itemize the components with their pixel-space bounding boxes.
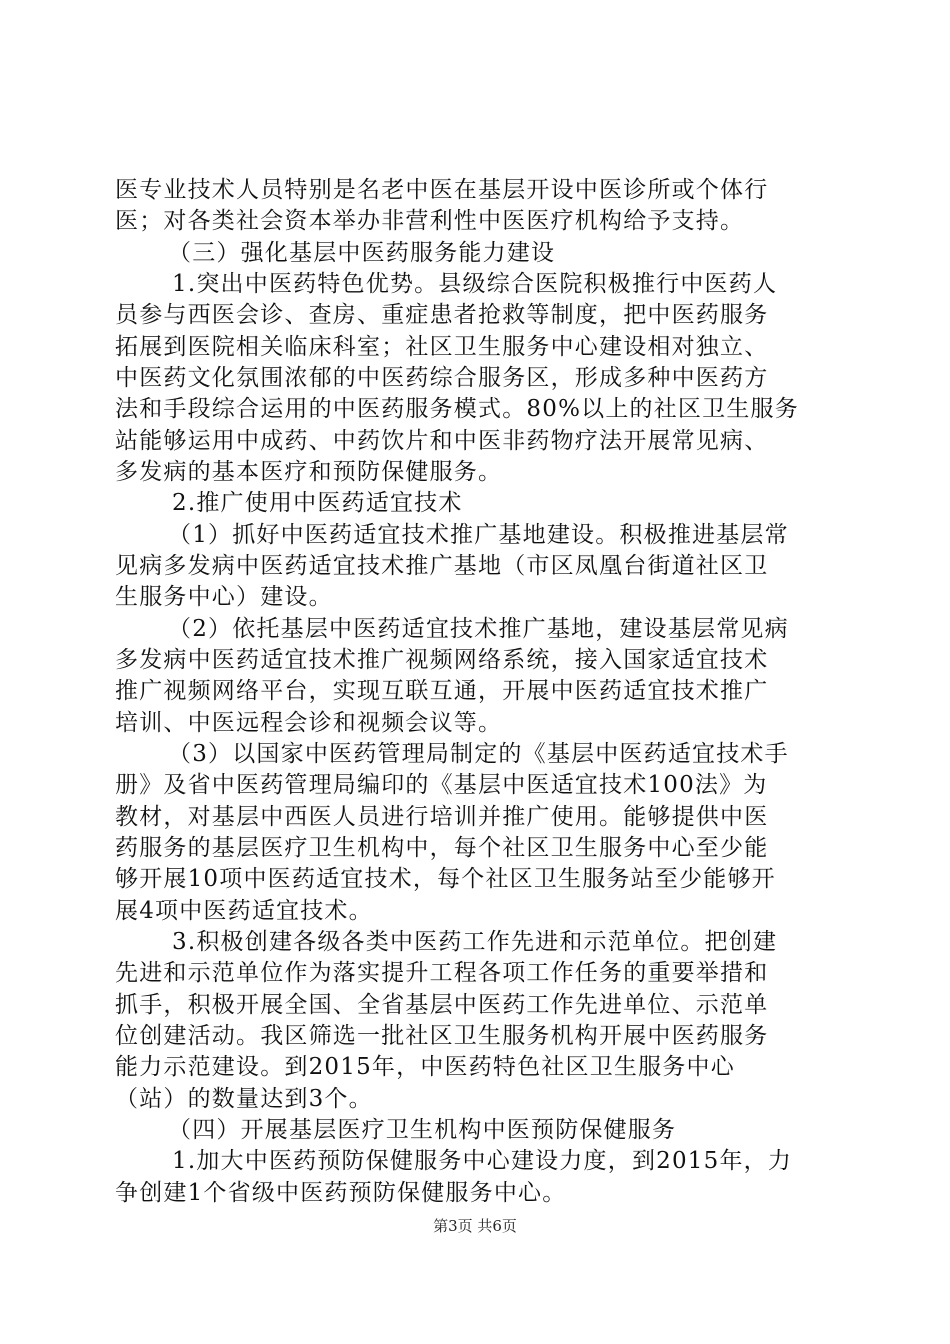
text-line: 医专业技术人员特别是名老中医在基层开设中医诊所或个体行 xyxy=(115,177,769,203)
text-line: 够开展10项中医药适宜技术，每个社区卫生服务站至少能够开 xyxy=(115,866,776,892)
text-line: 先进和示范单位作为落实提升工程各项工作任务的重要举措和 xyxy=(115,960,769,986)
text-line: （3）以国家中医药管理局制定的《基层中医药适宜技术手 xyxy=(168,741,789,767)
subsection-heading: 2.推广使用中医药适宜技术 xyxy=(172,490,463,516)
text-line: 培训、中医远程会诊和视频会议等。 xyxy=(115,710,503,736)
text-line: 见病多发病中医药适宜技术推广基地（市区凤凰台街道社区卫 xyxy=(115,553,769,579)
text-line: 站能够运用中成药、中药饮片和中医非药物疗法开展常见病、 xyxy=(115,428,769,454)
text-line: 抓手，积极开展全国、全省基层中医药工作先进单位、示范单 xyxy=(115,992,769,1018)
text-line: 教材，对基层中西医人员进行培训并推广使用。能够提供中医 xyxy=(115,804,769,830)
text-line: 1.加大中医药预防保健服务中心建设力度，到2015年，力 xyxy=(172,1148,793,1174)
text-line: 推广视频网络平台，实现互联互通，开展中医药适宜技术推广 xyxy=(115,678,769,704)
text-line: 多发病的基本医疗和预防保健服务。 xyxy=(115,459,503,485)
section-heading: （三）强化基层中医药服务能力建设 xyxy=(168,240,556,266)
text-line: 法和手段综合运用的中医药服务模式。80%以上的社区卫生服务 xyxy=(115,396,799,422)
text-line: （站）的数量达到3个。 xyxy=(115,1086,373,1112)
text-line: 生服务中心）建设。 xyxy=(115,584,333,610)
text-line: 能力示范建设。到2015年，中医药特色社区卫生服务中心 xyxy=(115,1054,735,1080)
text-line: 位创建活动。我区筛选一批社区卫生服务机构开展中医药服务 xyxy=(115,1023,769,1049)
text-line: 中医药文化氛围浓郁的中医药综合服务区，形成多种中医药方 xyxy=(115,365,769,391)
text-line: 展4项中医药适宜技术。 xyxy=(115,898,373,924)
text-line: 拓展到医院相关临床科室；社区卫生服务中心建设相对独立、 xyxy=(115,334,769,360)
text-line: （2）依托基层中医药适宜技术推广基地，建设基层常见病 xyxy=(168,616,789,642)
text-line: 多发病中医药适宜技术推广视频网络系统，接入国家适宜技术 xyxy=(115,647,769,673)
section-heading: （四）开展基层医疗卫生机构中医预防保健服务 xyxy=(168,1117,677,1143)
text-line: 争创建1个省级中医药预防保健服务中心。 xyxy=(115,1180,567,1206)
page-number-footer: 第3页 共6页 xyxy=(433,1217,517,1235)
text-line: 1.突出中医药特色优势。县级综合医院积极推行中医药人 xyxy=(172,271,778,297)
text-line: （1）抓好中医药适宜技术推广基地建设。积极推进基层常 xyxy=(168,522,789,548)
text-line: 药服务的基层医疗卫生机构中，每个社区卫生服务中心至少能 xyxy=(115,835,769,861)
text-line: 医；对各类社会资本举办非营利性中医医疗机构给予支持。 xyxy=(115,208,745,234)
text-line: 员参与西医会诊、查房、重症患者抢救等制度，把中医药服务 xyxy=(115,302,769,328)
text-line: 3.积极创建各级各类中医药工作先进和示范单位。把创建 xyxy=(172,929,778,955)
text-line: 册》及省中医药管理局编印的《基层中医适宜技术100法》为 xyxy=(115,772,768,798)
